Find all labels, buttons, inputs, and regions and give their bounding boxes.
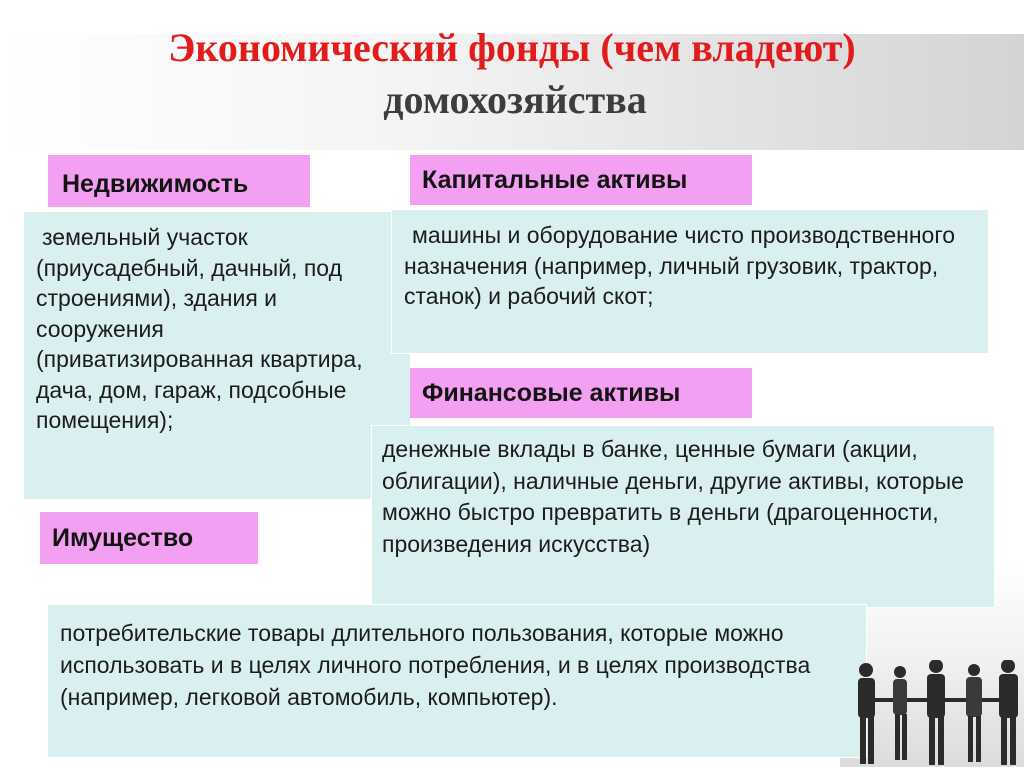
real-estate-label — [48, 155, 310, 207]
financial-assets-text: денежные вклады в банке, ценные бумаги (акции, облигации), наличные деньги, другие активы, которые можно быстро превратить в деньги (драгоценности, произведения искусства) — [382, 436, 964, 557]
property-label — [40, 512, 258, 564]
property-text: потребительские товары длительного пользования, которые можно использовать и в целях личного потребления, и в целях производства (например, легковой автомобиль, компьютер). — [60, 620, 811, 710]
property-label-text: Имущество — [52, 523, 194, 552]
capital-assets-label — [410, 155, 752, 205]
financial-assets-box — [372, 426, 994, 607]
slide-title — [0, 22, 1024, 126]
title-line-2: домохозяйства — [383, 77, 647, 122]
real-estate-box — [24, 212, 410, 499]
business-people-icon — [852, 660, 1024, 767]
title-line-1: Экономический фонды (чем владеют) — [168, 25, 856, 70]
capital-assets-box — [392, 210, 988, 353]
capital-assets-label-text: Капитальные активы — [422, 165, 688, 194]
financial-assets-label — [410, 368, 752, 418]
property-box — [48, 605, 866, 757]
real-estate-text: земельный участок (приусадебный, дачный, под строениями), здания и сооружения (приватизированная квартира, дача, дом, гараж, подсобные помещения); — [36, 224, 363, 433]
real-estate-label-text: Недвижимость — [62, 169, 249, 198]
capital-assets-text: машины и оборудование чисто производственного назначения (например, личный грузовик, трактор, станок) и рабочий скот; — [404, 222, 956, 309]
financial-assets-label-text: Финансовые активы — [422, 378, 681, 407]
